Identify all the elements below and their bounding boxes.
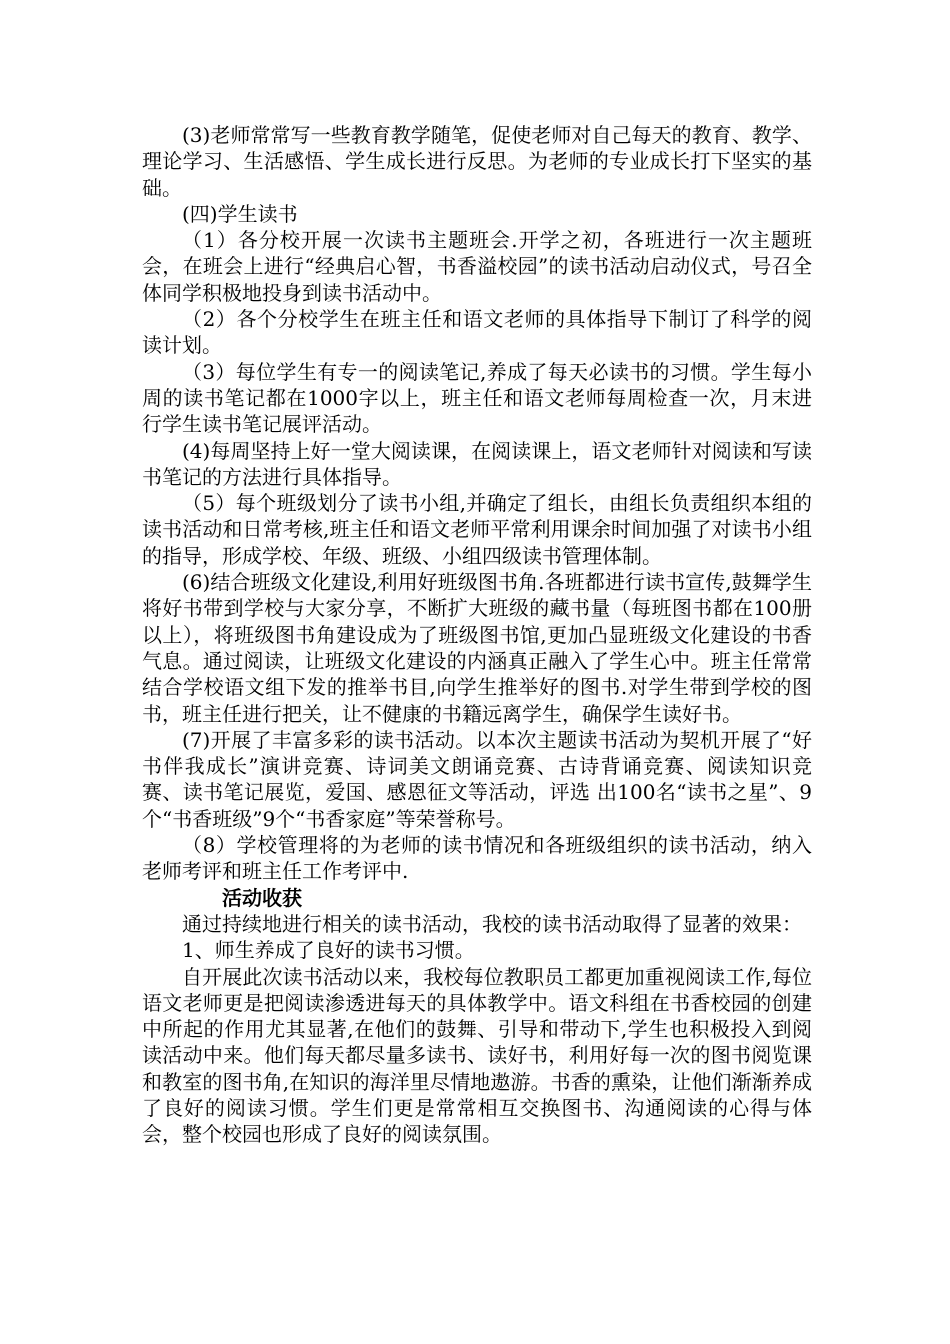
paragraph-result-1-detail: 自开展此次读书活动以来，我校每位教职员工都更加重视阅读工作,每位语文老师更是把阅读渗透进每天的具体教学中。语文科组在书香校园的创建中所起的作用尤其显著,在他们的鼓舞、引导和带动下,学生也积极投入到阅读活动中来。他们每天都尽量多读书、读好书，利用好每一次的图书阅览课和教室的图书角,在知识的海洋里尽情地遨游。书香的熏染，让他们渐渐养成了良好的阅读习惯。学生们更是常常相互交换图书、沟通阅读的心得与体会，整个校园也形成了良好的阅读氛围。 <box>142 964 812 1147</box>
paragraph-teacher-essays: (3)老师常常写一些教育教学随笔，促使老师对自己每天的教育、教学、理论学习、生活感悟、学生成长进行反思。为老师的专业成长打下坚实的基础。 <box>142 123 812 200</box>
section-heading-student-reading: (四)学生读书 <box>182 201 298 226</box>
paragraph-reading-notes: （3）每位学生有专一的阅读笔记,养成了每天必读书的习惯。学生每小周的读书笔记都在1000字以上，班主任和语文老师每周检查一次，月末进行学生读书笔记展评活动。 <box>142 359 812 437</box>
paragraph-reading-class: (4)每周坚持上好一堂大阅读课，在阅读课上，语文老师针对阅读和写读书笔记的方法进行具体指导。 <box>142 438 812 489</box>
document-body <box>142 122 812 1148</box>
paragraph-evaluation: （8）学校管理将的为老师的读书情况和各班级组织的读书活动，纳入老师考评和班主任工作考评中. <box>142 833 812 884</box>
heading-activity-results: 活动收获 <box>222 885 302 910</box>
paragraph-reading-groups: （5）每个班级划分了读书小组,并确定了组长，由组长负责组织本组的读书活动和日常考核,班主任和语文老师平常利用课余时间加强了对读书小组的指导，形成学校、年级、班级、小组四级读书管理体制。 <box>142 491 812 568</box>
paragraph-reading-plan: （2）各个分校学生在班主任和语文老师的具体指导下制订了科学的阅读计划。 <box>142 307 812 358</box>
paragraph-class-book-corner: (6)结合班级文化建设,利用好班级图书角.各班都进行读书宣传,鼓舞学生将好书带到学校与大家分享，不断扩大班级的藏书量（每班图书都在100册以上），将班级图书角建设成为了班级图书馆,更加凸显班级文化建设的书香气息。通过阅读，让班级文化建设的内涵真正融入了学生心中。班主任常常结合学校语文组下发的推举书目,向学生推举好的图书.对学生带到学校的图书，班主任进行把关，让不健康的书籍远离学生，确保学生读好书。 <box>142 570 812 726</box>
paragraph-results-intro: 通过持续地进行相关的读书活动，我校的读书活动取得了显著的效果： <box>182 911 802 936</box>
paragraph-result-1-title: 1、师生养成了良好的读书习惯。 <box>182 938 475 963</box>
paragraph-theme-class-meeting: （1）各分校开展一次读书主题班会.开学之初，各班进行一次主题班会，在班会上进行“经典启心智，书香溢校园”的读书活动启动仪式，号召全体同学积极地投身到读书活动中。 <box>142 228 812 305</box>
paragraph-reading-activities: (7)开展了丰富多彩的读书活动。以本次主题读书活动为契机开展了“好书伴我成长”演讲竞赛、诗词美文朗诵竞赛、古诗背诵竞赛、阅读知识竞赛、读书笔记展览，爱国、感恩征文等活动，评选 出100名“读书之星”、9个“书香班级”9个“书香家庭”等荣誉称号。 <box>142 727 812 831</box>
